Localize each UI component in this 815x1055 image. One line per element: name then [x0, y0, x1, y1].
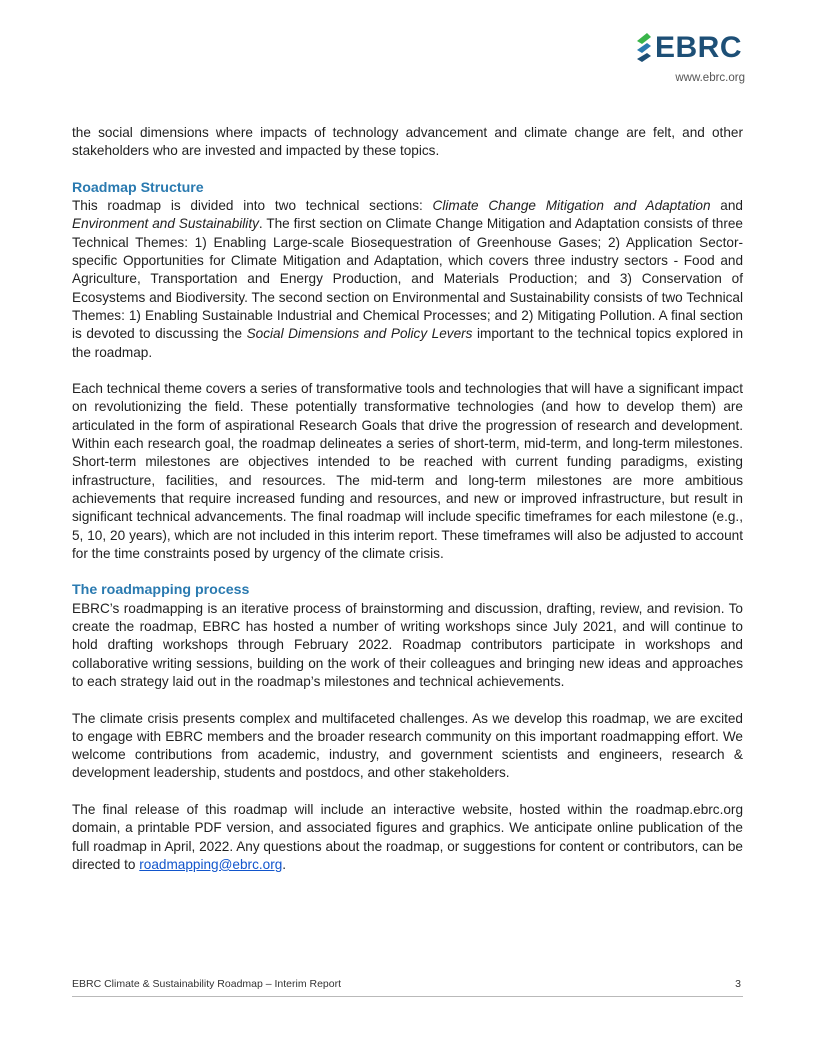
roadmapping-process-paragraph-2: The climate crisis presents complex and multifaceted challenges. As we develop this roadmap, we are excited to engage with EBRC members and the broader research community on this important roadmapping effort. We welcome contributions from academic, industry, and government scientists and engineers, research & development leadership, students and postdocs, and other stakeholders.: [72, 710, 743, 781]
website-url[interactable]: www.ebrc.org: [675, 72, 745, 84]
roadmapping-process-heading: The roadmapping process: [72, 582, 250, 599]
roadmap-structure-paragraph-1: This roadmap is divided into two technical sections: Climate Change Mitigation and Adaptation and Environment and Sustainability. The first section on Climate Change Mitigation and Adaptation consists of three Technical Themes: 1) Enabling Large-scale Biosequestration of Greenhouse Gases; 2) Application Sector-specific Opportunities for Climate Mitigation and Adaptation, which covers three industry sectors - Food and Agriculture, Transportation and Energy Production, and Materials Production; and 3) Conservation of Ecosystems and Biodiversity. The second section on Environmental and Sustainability consists of two Technical Themes: 1) Enabling Sustainable Industrial and Chemical Processes; and 2) Mitigating Pollution. A final section is devoted to discussing the Social Dimensions and Policy Levers important to the technical topics explored in the roadmap.: [72, 198, 743, 360]
document-body: [72, 124, 743, 892]
logo-text: EBRC: [655, 31, 743, 64]
intro-continuation: the social dimensions where impacts of technology advancement and climate change are felt, and other stakeholders who are invested and impacted by these topics.: [72, 125, 743, 159]
page-footer: [72, 978, 743, 997]
roadmap-structure-heading: Roadmap Structure: [72, 179, 204, 196]
footer-title: EBRC Climate & Sustainability Roadmap – Interim Report: [72, 978, 342, 990]
roadmapping-process-paragraph-3: The final release of this roadmap will include an interactive website, hosted within the roadmap.ebrc.org domain, a printable PDF version, and associated figures and graphics. We anticipate online publication of the full roadmap in April, 2022. Any questions about the roadmap, or suggestions for content or contributors, can be directed to roadmapping@ebrc.org.: [72, 801, 743, 872]
ebrc-logo: [635, 30, 745, 90]
roadmapping-email-link[interactable]: roadmapping@ebrc.org: [139, 856, 283, 872]
page-number: 3: [735, 978, 741, 990]
roadmapping-process-paragraph-1: EBRC’s roadmapping is an iterative process of brainstorming and discussion, drafting, review, and revision. To create the roadmap, EBRC has hosted a number of writing workshops since July 2021, and will continue to hold drafting workshops through February 2022. Roadmap contributors participate in workshops and collaborative writing sessions, building on the work of their colleagues and bringing new ideas and approaches to each strategy laid out in the roadmap’s milestones and technical achievements.: [72, 600, 743, 689]
roadmap-structure-paragraph-2: Each technical theme covers a series of transformative tools and technologies that will have a significant impact on revolutionizing the field. These potentially transformative technologies (and how to develop them) are articulated in the form of aspirational Research Goals that drive the progression of research and development. Within each research goal, the roadmap delineates a series of short-term, mid-term, and long-term milestones. Short-term milestones are objectives intended to be reached with current funding paradigms, existing infrastructure, facilities, and resources. The mid-term and long-term milestones are more ambitious achievements that require increased funding and resources, and new or improved infrastructure, but result in significant technical advancements. The final roadmap will include specific timeframes for each milestone (e.g., 5, 10, 20 years), which are not included in this interim report. These timeframes will also be adjusted to account for the time constraints posed by urgency of the climate crisis.: [72, 381, 743, 561]
ebrc-logo-mark-icon: [635, 32, 653, 66]
